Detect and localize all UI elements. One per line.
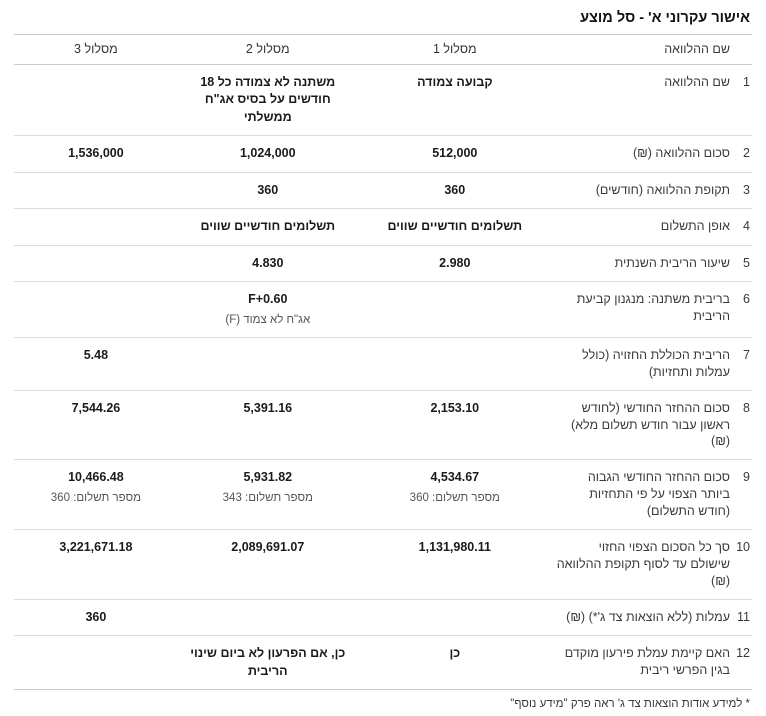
header-track-1: מסלול 1 bbox=[358, 35, 552, 65]
row-value-track-2 bbox=[178, 337, 358, 390]
row-value-total bbox=[14, 636, 178, 690]
table-row bbox=[14, 529, 752, 599]
row-value-total bbox=[14, 282, 178, 338]
row-number: 4 bbox=[743, 219, 750, 234]
row-label bbox=[552, 460, 752, 530]
header-track-3: מסלול 3 bbox=[14, 35, 178, 65]
row-label-text: סכום ההחזר החודשי הגבוה ביותר הצפוי על פי התחזיות (חודש התשלום) bbox=[587, 470, 730, 519]
row-number: 10 bbox=[736, 539, 750, 554]
table-row bbox=[14, 599, 752, 636]
row-label-text: שיעור הריבית השנתית bbox=[614, 255, 730, 270]
row-label-text: עמלות (ללא הוצאות צד ג'*) (₪) bbox=[566, 609, 730, 624]
row-value-track-2: 5,391.16 bbox=[178, 390, 358, 460]
row-value-track-2 bbox=[178, 460, 358, 530]
row-label-text: סכום ההלוואה (₪) bbox=[633, 146, 730, 161]
row-value-track-2: תשלומים חודשיים שווים bbox=[178, 209, 358, 246]
row-value-track-1: כן bbox=[358, 636, 552, 690]
row-label-text: אופן התשלום bbox=[660, 219, 730, 234]
row-label bbox=[552, 636, 752, 690]
header-track-2: מסלול 2 bbox=[178, 35, 358, 65]
table-row bbox=[14, 282, 752, 338]
row-value-total: 3,221,671.18 bbox=[14, 529, 178, 599]
row-value-track-1: תשלומים חודשיים שווים bbox=[358, 209, 552, 246]
row-value-track-1: 360 bbox=[358, 172, 552, 209]
row-value-total bbox=[14, 172, 178, 209]
row-value-track-1: 2.980 bbox=[358, 245, 552, 282]
row-number: 6 bbox=[743, 292, 750, 307]
row-label bbox=[552, 282, 752, 338]
loan-tracks-table bbox=[14, 34, 752, 690]
row-number: 2 bbox=[743, 146, 750, 161]
row-label bbox=[552, 172, 752, 209]
table-row bbox=[14, 390, 752, 460]
row-value-main: 4,534.67 bbox=[430, 470, 480, 485]
row-label-text: סך כל הסכום הצפוי החזוי שישולם עד לסוף תקופת ההלוואה (₪) bbox=[556, 539, 730, 588]
table-row bbox=[14, 636, 752, 690]
row-value-track-2: 1,024,000 bbox=[178, 136, 358, 173]
row-value-track-1: 1,131,980.11 bbox=[358, 529, 552, 599]
row-value-track-1 bbox=[358, 599, 552, 636]
row-value-track-2: כן, אם הפרעון לא ביום שינוי הריבית bbox=[178, 636, 358, 690]
row-value-track-2: 360 bbox=[178, 172, 358, 209]
table-row bbox=[14, 64, 752, 136]
row-value-subtext: מספר תשלום: 360 bbox=[50, 491, 142, 504]
row-value-track-2: 4.830 bbox=[178, 245, 358, 282]
row-value-track-2 bbox=[178, 282, 358, 338]
footnote: * למידע אודות הוצאות צד ג' ראה פרק "מידע נוסף" bbox=[510, 698, 750, 711]
table-row bbox=[14, 172, 752, 209]
row-value-total bbox=[14, 245, 178, 282]
row-number: 1 bbox=[743, 74, 750, 89]
row-value-track-1 bbox=[358, 460, 552, 530]
row-label-text: האם קיימת עמלת פירעון מוקדם בגין הפרשי ריבית bbox=[564, 646, 730, 677]
row-label-text: תקופת ההלוואה (חודשים) bbox=[595, 182, 730, 197]
row-value-total: 1,536,000 bbox=[14, 136, 178, 173]
row-number: 8 bbox=[743, 400, 750, 415]
table-row bbox=[14, 136, 752, 173]
row-label bbox=[552, 245, 752, 282]
row-value-track-1: 2,153.10 bbox=[358, 390, 552, 460]
row-label-text: בריבית משתנה: מנגנון קביעת הריבית bbox=[576, 292, 730, 324]
row-label bbox=[552, 136, 752, 173]
header-label-column: שם ההלוואה bbox=[552, 35, 752, 65]
row-value-main: 5,931.82 bbox=[243, 470, 293, 485]
row-value-subtext: מספר תשלום: 343 bbox=[222, 491, 313, 504]
row-value-track-1: 512,000 bbox=[358, 136, 552, 173]
table-row bbox=[14, 209, 752, 246]
row-value-track-1 bbox=[358, 282, 552, 338]
row-number: 11 bbox=[737, 609, 750, 624]
row-value-total: 360 bbox=[14, 599, 178, 636]
row-value-main: 10,466.48 bbox=[68, 470, 124, 485]
row-value-track-1: קבועה צמודה bbox=[358, 64, 552, 136]
row-label bbox=[552, 390, 752, 460]
row-value-total bbox=[14, 209, 178, 246]
table-row bbox=[14, 245, 752, 282]
row-value-track-2 bbox=[178, 599, 358, 636]
row-label bbox=[552, 209, 752, 246]
table-header-row bbox=[14, 35, 752, 65]
row-value-subtext: מספר תשלום: 360 bbox=[409, 491, 500, 504]
row-number: 5 bbox=[743, 255, 750, 270]
row-label bbox=[552, 337, 752, 390]
row-value-total bbox=[14, 460, 178, 530]
row-number: 9 bbox=[743, 470, 750, 485]
row-value-track-2: 2,089,691.07 bbox=[178, 529, 358, 599]
page-title: אישור עקרוני א' - סל מוצע bbox=[580, 10, 750, 26]
row-label-text: שם ההלוואה bbox=[664, 74, 730, 89]
row-value-total: 5.48 bbox=[14, 337, 178, 390]
row-value-track-1 bbox=[358, 337, 552, 390]
row-label bbox=[552, 529, 752, 599]
row-label bbox=[552, 64, 752, 136]
table-row bbox=[14, 337, 752, 390]
row-number: 12 bbox=[736, 646, 750, 661]
row-value-total: 7,544.26 bbox=[14, 390, 178, 460]
row-value-track-2: משתנה לא צמודה כל 18 חודשים על בסיס אג"ח ממשלתי bbox=[178, 64, 358, 136]
table-row bbox=[14, 460, 752, 530]
row-label-text: הריבית הכוללת החזויה (כולל עמלות ותחזיות) bbox=[582, 347, 730, 379]
row-number: 3 bbox=[743, 182, 750, 197]
row-label-text: סכום ההחזר החודשי (לחודש ראשון עבור חודש תשלום מלא) (₪) bbox=[571, 400, 730, 449]
row-value-main: F+0.60 bbox=[248, 292, 288, 307]
row-number: 7 bbox=[743, 347, 750, 362]
row-value-total bbox=[14, 64, 178, 136]
row-value-subtext: אג"ח לא צמוד (F) bbox=[225, 313, 311, 326]
row-label bbox=[552, 599, 752, 636]
